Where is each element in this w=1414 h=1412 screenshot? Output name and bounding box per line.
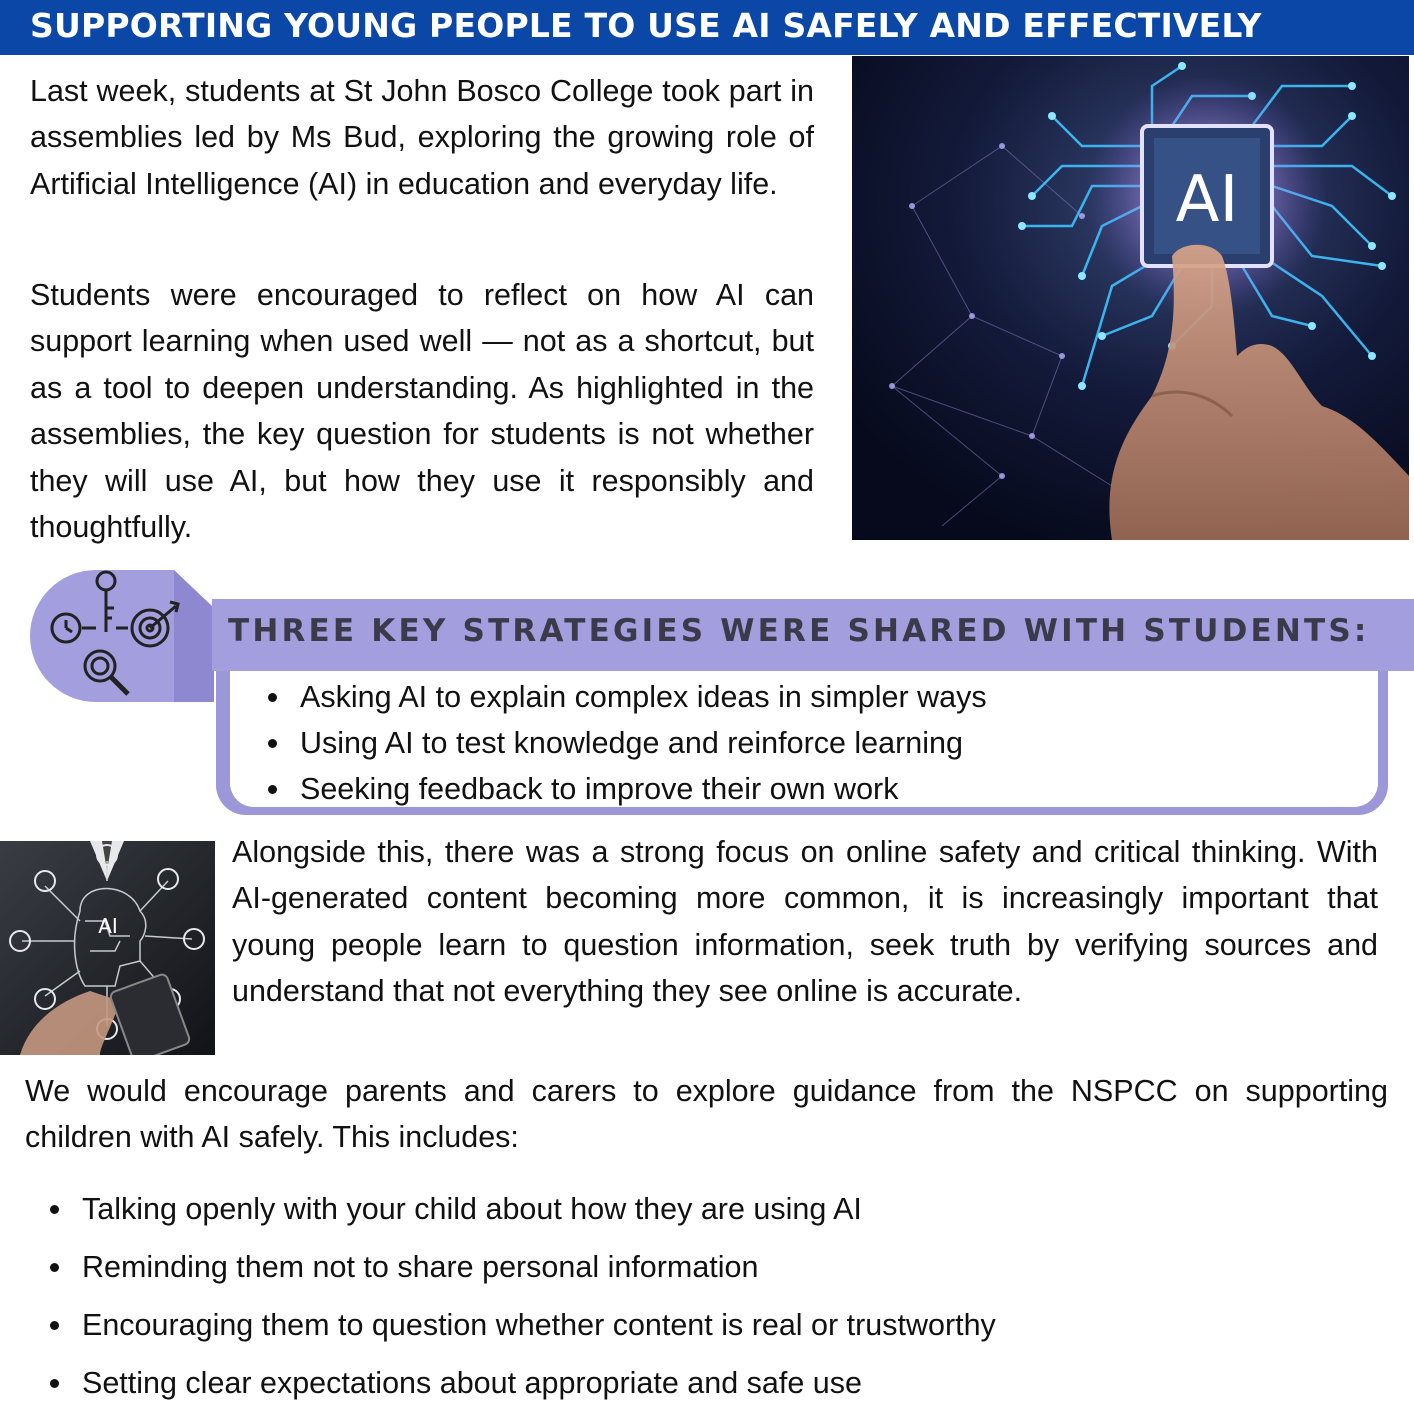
parents-paragraph: We would encourage parents and carers to explore guidance from the NSPCC on supporting children with AI safely. This includes: (25, 1074, 1388, 1155)
list-item: Encouraging them to question whether content is real or trustworthy (50, 1296, 996, 1354)
page-title: SUPPORTING YOUNG PEOPLE TO USE AI SAFELY AND EFFECTIVELY (30, 6, 1262, 45)
thumb-label: AI (98, 914, 118, 938)
parents-guidance-list (50, 1180, 996, 1412)
list-item: Setting clear expectations about appropriate and safe use (50, 1354, 996, 1412)
safety-paragraph: Alongside this, there was a strong focus on online safety and critical thinking. With AI-generated content becoming more common, it is increasingly important that young people learn to question information, seek truth by verifying sources and understand that not everything they see online is accurate. (232, 835, 1378, 1009)
strategies-heading-band (212, 599, 1414, 671)
chip-label: AI (1175, 163, 1239, 237)
list-item: Reminding them not to share personal information (50, 1238, 996, 1296)
ai-head-thumbnail-image (0, 841, 215, 1055)
ai-chip-hand-image (852, 56, 1409, 540)
list-item: Using AI to test knowledge and reinforce learning (268, 720, 987, 766)
list-item: Asking AI to explain complex ideas in simpler ways (268, 674, 987, 720)
strategy-emblem-icon (30, 570, 214, 702)
intro-paragraph-2: Students were encouraged to reflect on how AI can support learning when used well — not as a shortcut, but as a tool to deepen understanding. As highlighted in the assemblies, the key question for students is not whether they will use AI, but how they use it responsibly and thoughtfully. (30, 278, 814, 545)
strategy-emblem (30, 570, 214, 702)
intro-paragraph-1: Last week, students at St John Bosco College took part in assemblies led by Ms Bud, exploring the growing role of Artificial Intelligence (AI) in education and everyday life. (30, 74, 814, 201)
strategies-heading: THREE KEY STRATEGIES WERE SHARED WITH STUDENTS: (228, 613, 1370, 649)
list-item: Seeking feedback to improve their own work (268, 766, 987, 812)
strategies-list (268, 674, 987, 812)
list-item: Talking openly with your child about how they are using AI (50, 1180, 996, 1238)
title-banner (0, 0, 1414, 55)
